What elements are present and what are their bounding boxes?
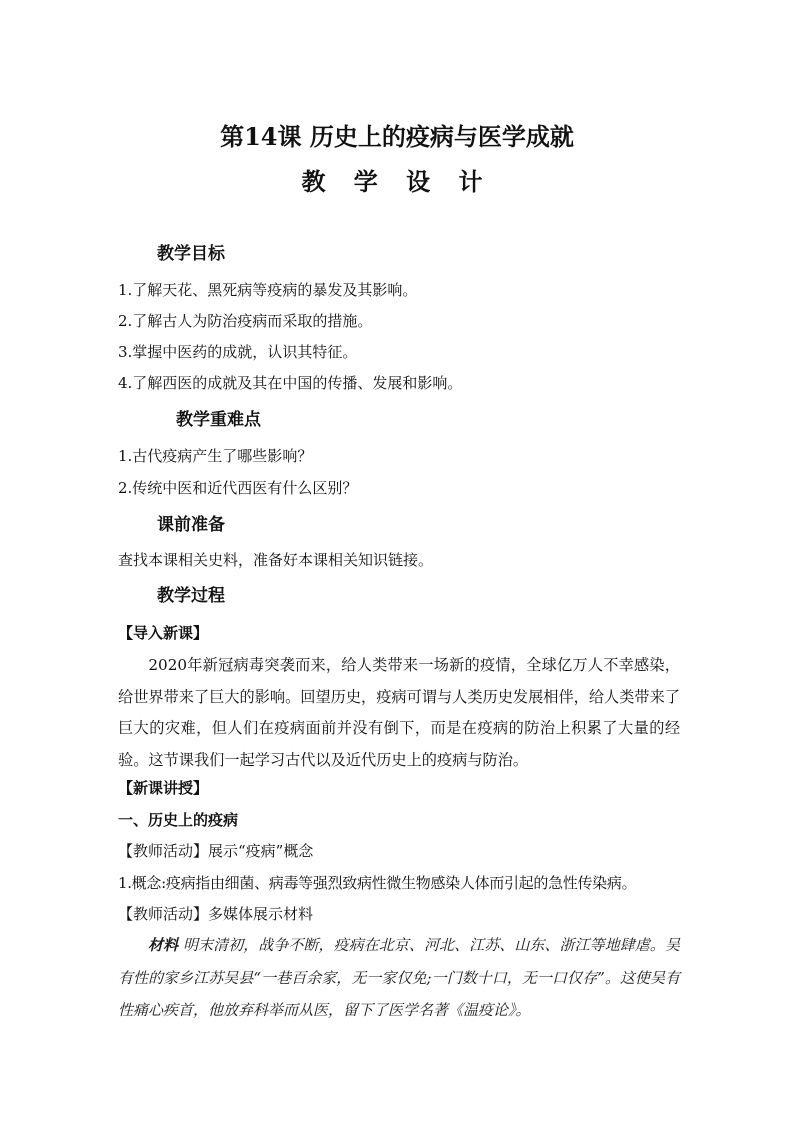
teacher-activity-line bbox=[118, 840, 313, 862]
process-heading: 教学过程 bbox=[157, 586, 225, 606]
document-subtitle: 教 学 设 计 bbox=[301, 167, 493, 196]
activity-text: 多媒体展示材料 bbox=[208, 905, 314, 923]
activity-tag: 【教师活动】 bbox=[118, 842, 209, 860]
teacher-activity-line bbox=[118, 903, 313, 925]
activity-text: 展示“疫病”概念 bbox=[208, 842, 314, 860]
material-paragraph bbox=[118, 929, 680, 1027]
intro-paragraph: 2020年新冠病毒突袭而来，给人类带来一场新的疫情，全球亿万人不幸感染，给世界带来了巨大的影响。回望历史，疫病可谓与人类历史发展相伴，给人类带来了巨大的灾难，但人们在疫病面前并没有倒下，而是在疫病的防治上积累了大量的经验。这节课我们一起学习古代以及近代历史上的疫病与防治。 bbox=[118, 656, 680, 769]
objective-item: 2.了解古人为防治疫病而采取的措施。 bbox=[118, 312, 373, 330]
objective-item: 3.掌握中医药的成就，认识其特征。 bbox=[118, 343, 358, 361]
section-heading: 一、历史上的疫病 bbox=[118, 811, 239, 829]
activity-tag: 【教师活动】 bbox=[118, 905, 209, 923]
preparation-text: 查找本课相关史料，准备好本课相关知识链接。 bbox=[118, 551, 434, 569]
new-lesson-label: 【新课讲授】 bbox=[118, 779, 209, 797]
key-point-item: 1.古代疫病产生了哪些影响？ bbox=[118, 447, 313, 465]
material-lead: 材料 bbox=[148, 936, 179, 954]
key-points-heading: 教学重难点 bbox=[176, 410, 261, 430]
key-point-item: 2.传统中医和近代西医有什么区别？ bbox=[118, 479, 358, 497]
intro-label: 【导入新课】 bbox=[118, 624, 209, 642]
objectives-heading: 教学目标 bbox=[157, 244, 225, 264]
objective-item: 1.了解天花、黑死病等疫病的暴发及其影响。 bbox=[118, 281, 418, 299]
document-title: 第14课 历史上的疫病与医学成就 bbox=[220, 122, 574, 151]
concept-definition: 1.概念:疫病指由细菌、病毒等强烈致病性微生物感染人体而引起的急性传染病。 bbox=[118, 874, 637, 892]
objective-item: 4.了解西医的成就及其在中国的传播、发展和影响。 bbox=[118, 374, 463, 392]
material-text: 明末清初，战争不断，疫病在北京、河北、江苏、山东、浙江等地肆虐。吴有性的家乡江苏吴县“一巷百余家，无一家仅免;一门数十口，无一口仅存”。这使吴有性痛心疾首，他放弃科举而从医，留下了医学名著《温疫论》。 bbox=[118, 936, 680, 1019]
preparation-heading: 课前准备 bbox=[157, 515, 225, 535]
